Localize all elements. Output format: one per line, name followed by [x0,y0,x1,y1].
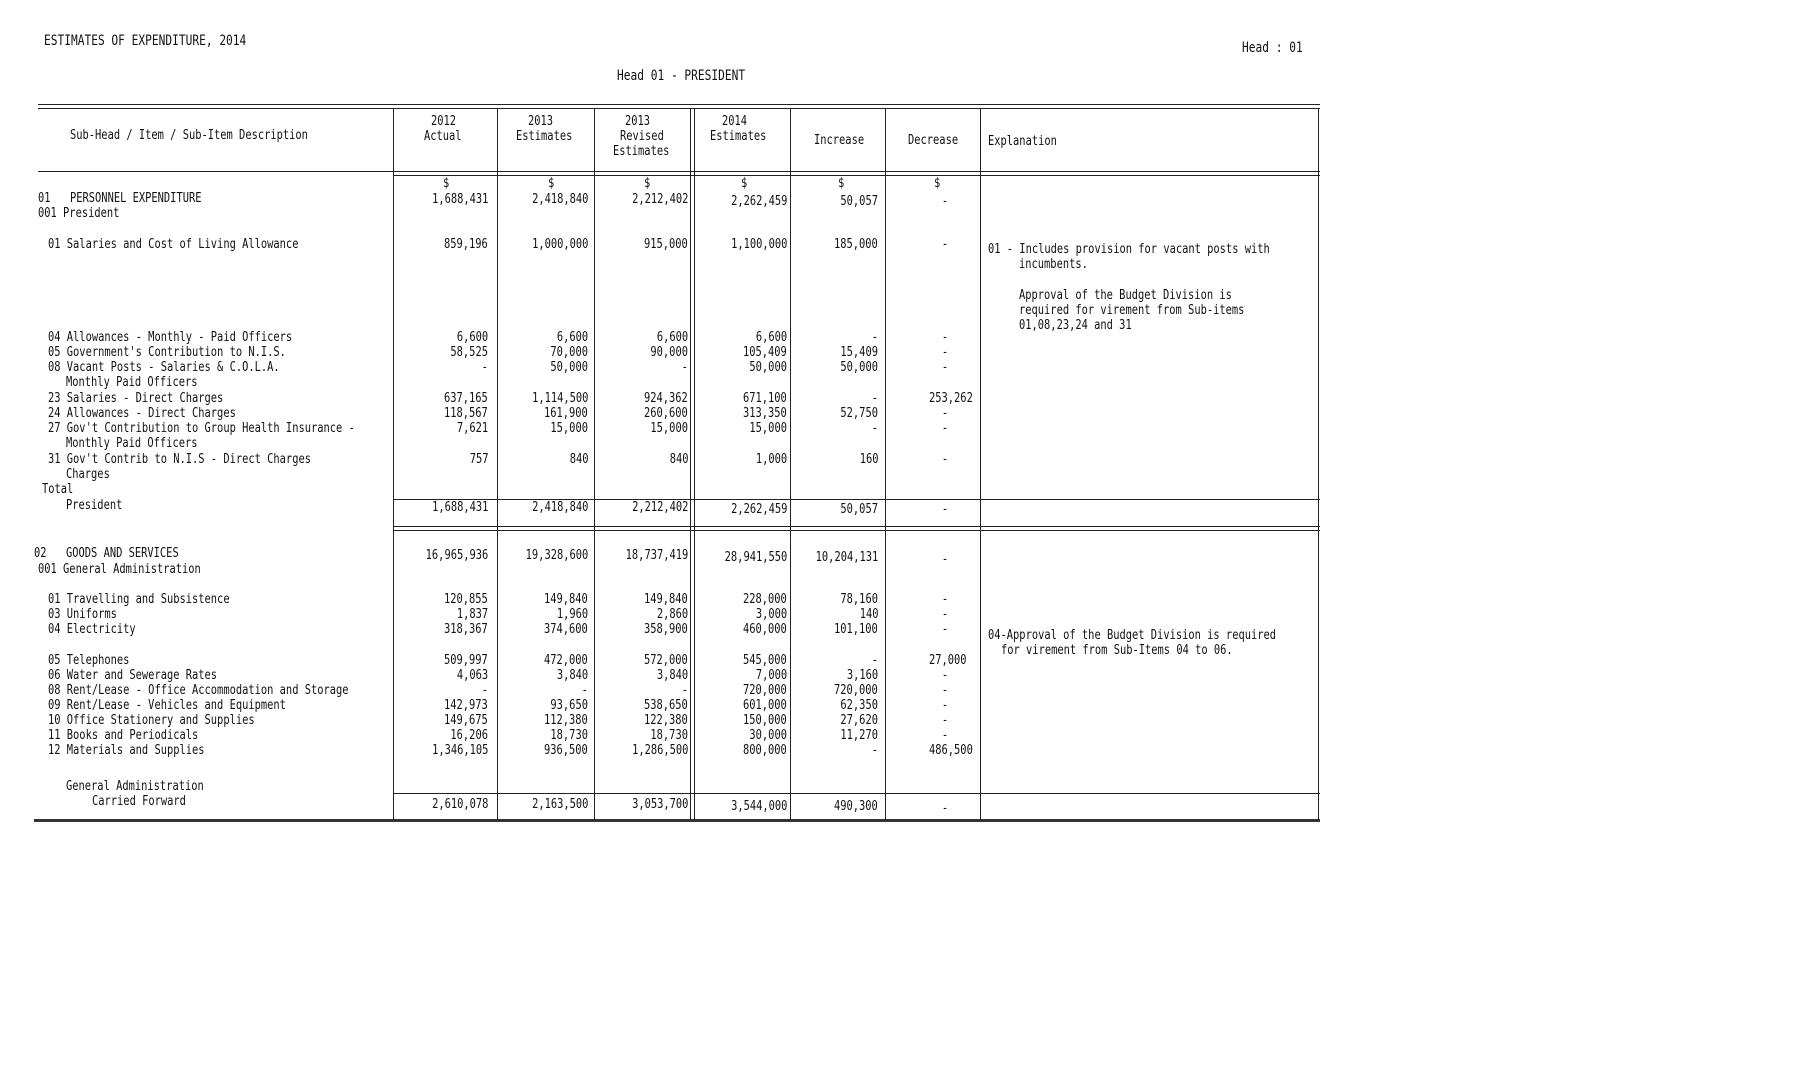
table-cell: 120,855 [444,592,488,607]
table-bottom-rule [34,819,1320,822]
row-description: 23 Salaries - Direct Charges [48,391,224,406]
row-description: 05 Government's Contribution to N.I.S. [48,345,286,360]
table-cell: 3,160 [846,668,878,683]
cell: 10,204,131 [815,550,878,565]
table-cell: - [941,668,949,683]
table-cell: 3,840 [656,668,688,683]
table-cell: 509,997 [444,653,488,668]
header-2012-type: Actual [424,129,462,144]
header-2013r-type2: Estimates [613,144,670,159]
section1-programme: 001 President [38,206,120,221]
row-description: 09 Rent/Lease - Vehicles and Equipment [48,698,286,713]
row-description: 11 Books and Periodicals [48,728,199,743]
table-cell: 1,346,105 [431,743,488,758]
table-cell: 538,650 [644,698,688,713]
row-description: 12 Materials and Supplies [48,743,205,758]
currency-2013r: $ [644,176,651,191]
row-description: 05 Telephones [48,653,130,668]
table-cell: 149,840 [544,592,588,607]
section2-code: 02 [34,546,47,561]
table-cell: 318,367 [444,622,488,637]
cell: - [941,502,949,517]
col-rule-7 [980,108,981,820]
table-cell: 6,600 [556,330,588,345]
table-cell: 27,000 [929,653,967,668]
row-description: 01 Travelling and Subsistence [48,592,230,607]
table-cell: - [941,683,949,698]
table-cell: 924,362 [644,391,688,406]
row-description: Monthly Paid Officers [66,375,198,390]
section2-explanation-b: for virement from Sub-Items 04 to 06. [1001,643,1233,658]
col-rule-5 [790,108,791,820]
col-rule-4a [690,108,691,820]
table-cell: 260,600 [644,406,688,421]
table-cell: 3,000 [755,607,787,622]
table-cell: - [481,360,488,375]
table-cell: - [871,391,878,406]
table-cell: - [941,698,949,713]
table-cell: - [941,360,949,375]
table-cell: 142,973 [444,698,488,713]
row-description: Charges [66,467,110,482]
table-cell: 637,165 [444,391,488,406]
header-2013e-year: 2013 [528,114,554,129]
table-cell: - [871,653,878,668]
cell: - [941,194,949,209]
table-cell: 70,000 [550,345,588,360]
cell: 2,212,402 [631,500,688,515]
cell: 3,053,700 [631,797,688,812]
header-2012-year: 2012 [431,114,457,129]
col-rule-6 [885,108,886,820]
table-cell: 50,000 [840,360,878,375]
carried-top-rule [393,793,1320,794]
section2-programme: 001 General Administration [38,562,201,577]
table-cell: 161,900 [544,406,588,421]
table-cell: 757 [469,452,488,467]
table-cell: 150,000 [743,713,787,728]
header-2013r-type: Revised [620,129,664,144]
table-cell: - [581,683,588,698]
cell: 19,328,600 [525,548,588,563]
table-cell: 472,000 [544,653,588,668]
header-2013r-year: 2013 [625,114,651,129]
table-cell: - [941,452,949,467]
table-cell: 720,000 [743,683,787,698]
document-subtitle: Head 01 - PRESIDENT [617,68,746,84]
section1-explanation-1a: 01 - Includes provision for vacant posts with [988,242,1270,257]
table-cell: 185,000 [834,237,878,252]
cell: 50,057 [840,502,878,517]
table-cell: 460,000 [743,622,787,637]
table-cell: - [871,743,878,758]
table-cell: 1,837 [456,607,488,622]
section2-title: GOODS AND SERVICES [66,546,179,561]
table-cell: 15,000 [749,421,787,436]
table-cell: 6,600 [755,330,787,345]
section1-explanation-2a: Approval of the Budget Division is [1019,288,1232,303]
header-2014-year: 2014 [722,114,748,129]
table-top-rule [38,104,1320,109]
table-cell: 7,621 [456,421,488,436]
table-cell: 228,000 [743,592,787,607]
table-cell: - [941,622,949,637]
table-cell: 859,196 [444,237,488,252]
table-cell: 50,000 [749,360,787,375]
table-cell: - [941,713,949,728]
table-cell: 149,675 [444,713,488,728]
table-cell: - [941,421,949,436]
header-decrease: Decrease [908,133,959,148]
cell: 28,941,550 [724,550,787,565]
cell: 2,418,840 [531,500,588,515]
table-cell: 1,000,000 [531,237,588,252]
section1-explanation-2c: 01,08,23,24 and 31 [1019,318,1132,333]
currency-2013e: $ [548,176,555,191]
currency-decrease: $ [934,176,941,191]
header-bottom-rule-2 [393,175,1320,176]
table-cell: 6,600 [656,330,688,345]
document-title: ESTIMATES OF EXPENDITURE, 2014 [44,33,247,49]
row-description: 01 Salaries and Cost of Living Allowance [48,237,299,252]
table-cell: 16,206 [450,728,488,743]
table-cell: 90,000 [650,345,688,360]
table-cell: 936,500 [544,743,588,758]
table-cell: 1,960 [556,607,588,622]
section1-explanation-2b: required for virement from Sub-items [1019,303,1245,318]
row-description: 03 Uniforms [48,607,117,622]
table-cell: 30,000 [749,728,787,743]
table-cell: 915,000 [644,237,688,252]
cell: 16,965,936 [425,548,488,563]
row-description: Monthly Paid Officers [66,436,198,451]
section1-explanation-1b: incumbents. [1019,257,1088,272]
row-description: 08 Vacant Posts - Salaries & C.O.L.A. [48,360,280,375]
table-cell: 313,350 [743,406,787,421]
table-cell: 7,000 [755,668,787,683]
row-description: 24 Allowances - Direct Charges [48,406,236,421]
table-cell: 50,000 [550,360,588,375]
currency-2014: $ [741,176,748,191]
row-description: 08 Rent/Lease - Office Accommodation and Storage [48,683,349,698]
table-cell: 800,000 [743,743,787,758]
table-cell: 105,409 [743,345,787,360]
table-cell: 601,000 [743,698,787,713]
header-description: Sub-Head / Item / Sub-Item Description [70,128,308,143]
table-cell: - [871,421,878,436]
currency-2012: $ [443,176,450,191]
cell: 2,262,459 [730,502,787,517]
table-cell: 6,600 [456,330,488,345]
table-cell: 253,262 [929,391,973,406]
table-cell: 58,525 [450,345,488,360]
section2-explanation-a: 04-Approval of the Budget Division is required [988,628,1277,643]
cell: 18,737,419 [625,548,688,563]
carried-label-2: Carried Forward [92,794,186,809]
table-cell: 3,840 [556,668,588,683]
table-cell: 15,409 [840,345,878,360]
table-cell: 112,380 [544,713,588,728]
table-cell: - [941,237,949,252]
cell: 1,688,431 [431,192,488,207]
cell: - [941,801,949,816]
header-bottom-rule [38,171,1320,172]
table-cell: 27,620 [840,713,878,728]
row-description: 04 Electricity [48,622,136,637]
table-cell: 11,270 [840,728,878,743]
row-description: 27 Gov't Contribution to Group Health Insurance - [48,421,355,436]
table-cell: - [941,406,949,421]
row-description: 04 Allowances - Monthly - Paid Officers [48,330,293,345]
table-cell: 15,000 [550,421,588,436]
table-cell: 840 [569,452,588,467]
section1-code: 01 [38,191,51,206]
cell: 2,163,500 [531,797,588,812]
table-cell: 101,100 [834,622,878,637]
row-description: 06 Water and Sewerage Rates [48,668,218,683]
table-cell: 1,114,500 [531,391,588,406]
table-cell: 52,750 [840,406,878,421]
cell: 2,212,402 [631,192,688,207]
cell: 50,057 [840,194,878,209]
table-cell: 1,286,500 [631,743,688,758]
table-cell: 140 [859,607,878,622]
row-description: 31 Gov't Contrib to N.I.S - Direct Charges [48,452,311,467]
section1-title: PERSONNEL EXPENDITURE [70,191,202,206]
cell: 1,688,431 [431,500,488,515]
table-cell: - [941,330,949,345]
header-2013e-type: Estimates [516,129,573,144]
table-cell: 62,350 [840,698,878,713]
carried-label: General Administration [66,779,204,794]
cell: 3,544,000 [730,799,787,814]
head-label: Head : 01 [1242,40,1303,56]
table-cell: 486,500 [929,743,973,758]
header-explanation: Explanation [988,134,1057,149]
col-rule-3 [594,108,595,820]
table-cell: - [941,345,949,360]
table-cell: - [941,728,949,743]
table-cell: 118,567 [444,406,488,421]
col-rule-4b [694,108,695,820]
total-name: President [66,498,123,513]
table-cell: - [941,592,949,607]
cell: 2,418,840 [531,192,588,207]
header-increase: Increase [814,133,865,148]
table-cell: 1,100,000 [730,237,787,252]
table-cell: 149,840 [644,592,688,607]
cell: - [941,552,949,567]
table-cell: 545,000 [743,653,787,668]
col-rule-1 [393,108,394,820]
row-description: 10 Office Stationery and Supplies [48,713,255,728]
table-cell: 1,000 [755,452,787,467]
table-cell: 572,000 [644,653,688,668]
header-2014-type: Estimates [710,129,767,144]
cell: 2,262,459 [730,194,787,209]
table-cell: - [681,683,688,698]
table-cell: 4,063 [456,668,488,683]
table-cell: 15,000 [650,421,688,436]
total-label: Total [42,482,74,497]
table-cell: - [481,683,488,698]
cell: 2,610,078 [431,797,488,812]
table-cell: 2,860 [656,607,688,622]
table-cell: 358,900 [644,622,688,637]
table-cell: - [941,607,949,622]
table-cell: 93,650 [550,698,588,713]
table-cell: 78,160 [840,592,878,607]
table-cell: 840 [669,452,688,467]
table-cell: 18,730 [650,728,688,743]
table-cell: 122,380 [644,713,688,728]
table-cell: 671,100 [743,391,787,406]
table-cell: 160 [859,452,878,467]
table-cell: - [681,360,688,375]
col-rule-2 [497,108,498,820]
table-cell: 374,600 [544,622,588,637]
table-cell: 720,000 [834,683,878,698]
col-rule-right [1318,108,1319,820]
table-cell: 18,730 [550,728,588,743]
table-cell: - [871,330,878,345]
cell: 490,300 [834,799,878,814]
total-bottom-rule [393,526,1320,531]
currency-increase: $ [838,176,845,191]
